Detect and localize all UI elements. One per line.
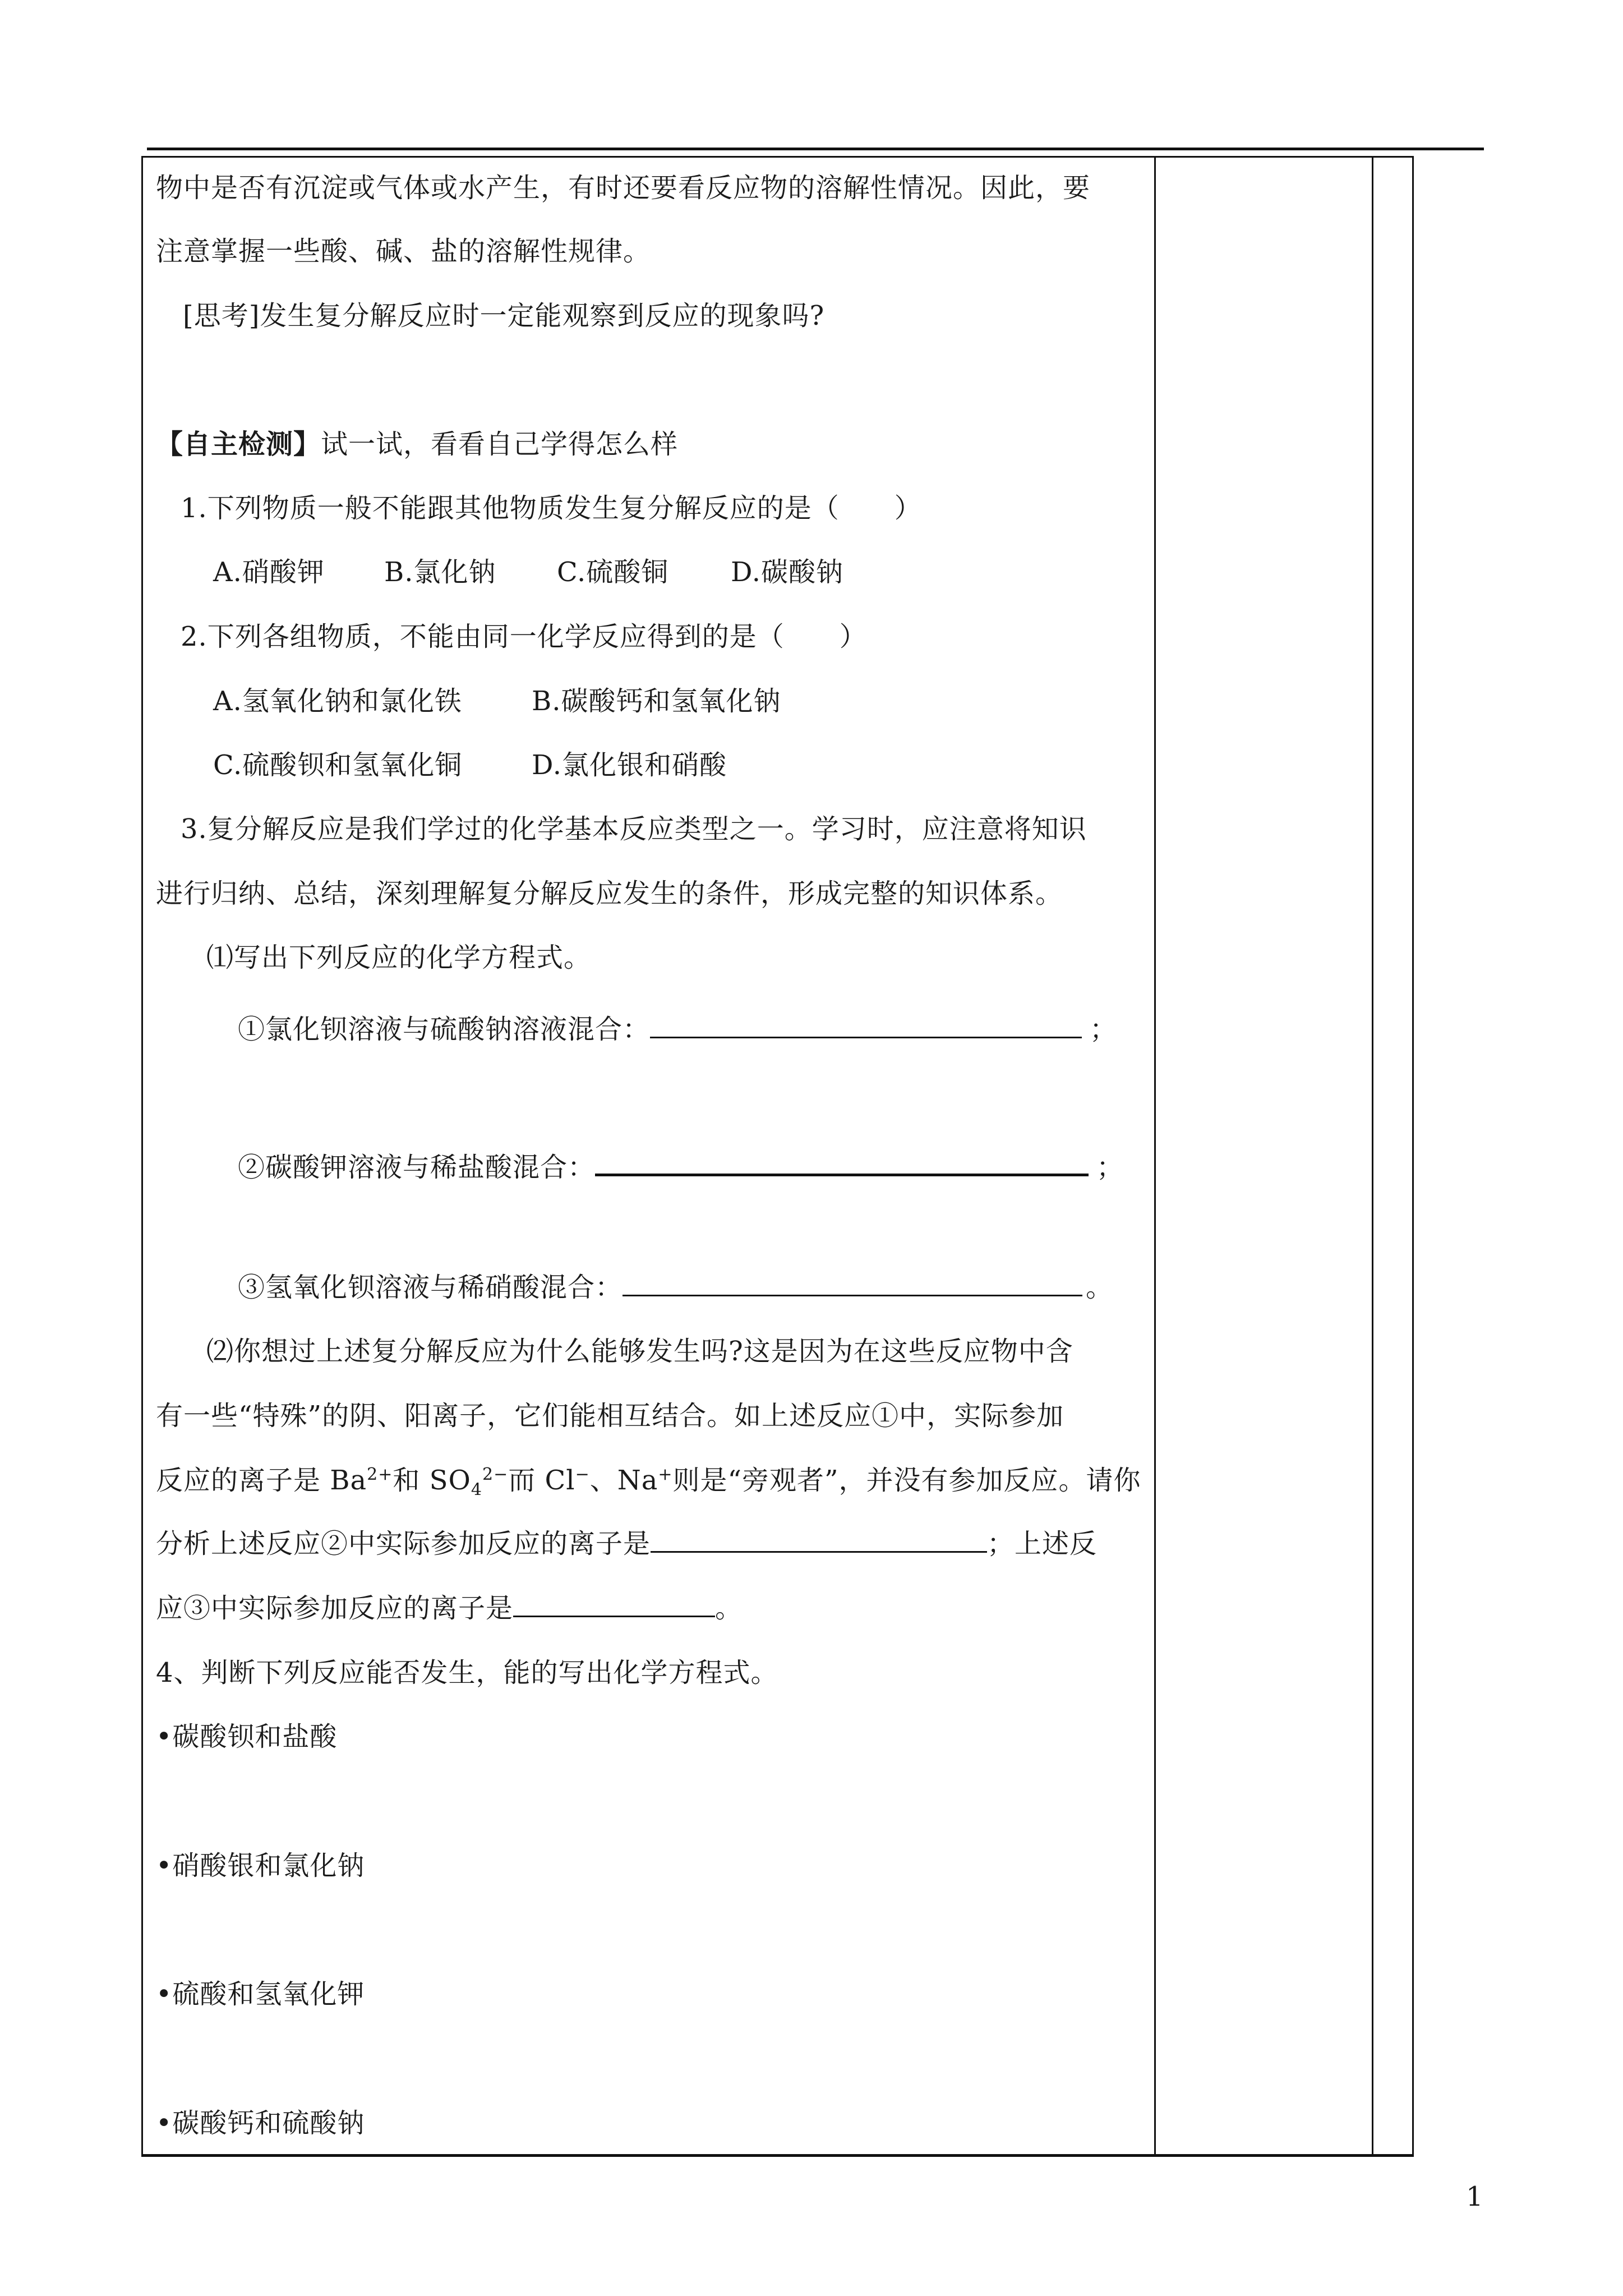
list-item: •硫酸和氢氧化钾: [156, 1978, 365, 2010]
text: ；上述反: [987, 1528, 1098, 1559]
ion-question-line: [156, 1527, 1097, 1561]
table-column-divider: [1154, 156, 1156, 2157]
option-a: A.氢氧化钠和氯化铁: [213, 685, 462, 717]
question-4-stem: 4、判断下列反应能否发生，能的写出化学方程式。: [156, 1657, 778, 1688]
header-rule: [147, 148, 1484, 150]
page-number: 1: [1466, 2181, 1483, 2212]
ion-sentence: [156, 1464, 1141, 1500]
table-top-border: [141, 156, 1413, 158]
question-3-part-1: ⑴写出下列反应的化学方程式。: [206, 942, 592, 973]
text: 。: [715, 1593, 743, 1624]
question-2-options-row1: [213, 684, 781, 718]
question-3-intro: 3.复分解反应是我们学过的化学基本反应类型之一。学习时，应注意将知识: [181, 813, 1087, 845]
option-b: B.氯化钠: [384, 556, 496, 588]
question-2-options-row2: [213, 748, 727, 782]
question-2-stem: 2.下列各组物质，不能由同一化学反应得到的是（ ）: [181, 621, 867, 652]
ion-charge: 2+: [367, 1465, 393, 1484]
text: 反应的离子是 Ba: [156, 1465, 367, 1496]
answer-blank[interactable]: [650, 1013, 1082, 1038]
section-heading: 【自主检测】: [156, 429, 321, 460]
text: 、Na: [589, 1465, 658, 1496]
ion-question-line: [156, 1591, 743, 1625]
equation-item-2: [238, 1150, 1124, 1184]
list-item: •硝酸银和氯化钠: [156, 1850, 365, 1881]
paragraph-line: 有一些“特殊”的阴、阳离子，它们能相互结合。如上述反应①中，实际参加: [156, 1400, 1064, 1432]
list-item: •碳酸钡和盐酸: [156, 1721, 338, 1752]
option-c: C.硫酸铜: [557, 556, 669, 588]
option-b: B.碳酸钙和氢氧化钠: [532, 685, 781, 717]
section-subtitle: 试一试，看看自己学得怎么样: [321, 429, 679, 460]
equation-item-label: ③氢氧化钡溶液与稀硝酸混合：: [238, 1272, 623, 1303]
ion-subscript: 4: [471, 1480, 482, 1500]
answer-blank[interactable]: [623, 1271, 1082, 1296]
ion-charge: −: [575, 1465, 590, 1484]
option-a: A.硝酸钾: [213, 556, 325, 588]
option-c: C.硫酸钡和氢氧化铜: [213, 749, 463, 781]
ion-charge: +: [658, 1465, 673, 1484]
option-d: D.氯化银和硝酸: [532, 749, 727, 781]
equation-item-label: ①氯化钡溶液与硫酸钠溶液混合：: [238, 1014, 651, 1045]
question-3-intro: 进行归纳、总结，深刻理解复分解反应发生的条件，形成完整的知识体系。: [156, 878, 1063, 909]
equation-item-3: [238, 1271, 1113, 1304]
table-left-border: [141, 156, 143, 2157]
question-1-options: [213, 555, 843, 589]
text: 和 SO: [393, 1465, 471, 1496]
option-d: D.碳酸钠: [731, 556, 844, 588]
text: 则是“旁观者”，并没有参加反应。请你: [672, 1465, 1141, 1496]
answer-blank[interactable]: [651, 1527, 987, 1553]
punctuation: ；: [1090, 1014, 1118, 1045]
table-column-divider-2: [1372, 156, 1373, 2157]
table-bottom-border: [141, 2154, 1413, 2157]
text: 而 Cl: [508, 1465, 575, 1496]
punctuation: 。: [1086, 1272, 1114, 1303]
ion-charge: 2−: [482, 1465, 509, 1484]
answer-blank[interactable]: [595, 1150, 1089, 1176]
section-heading-row: [156, 427, 678, 461]
equation-item-label: ②碳酸钾溶液与稀盐酸混合：: [238, 1152, 596, 1183]
question-1-stem: 1.下列物质一般不能跟其他物质发生复分解反应的是（ ）: [181, 493, 922, 524]
think-question: [思考]发生复分解反应时一定能观察到反应的现象吗?: [183, 300, 825, 332]
paragraph-line: 注意掌握一些酸、碱、盐的溶解性规律。: [156, 236, 651, 267]
answer-blank[interactable]: [513, 1592, 715, 1617]
paragraph-line: 物中是否有沉淀或气体或水产生，有时还要看反应物的溶解性情况。因此，要: [156, 172, 1091, 204]
equation-item-1: [238, 1013, 1117, 1046]
punctuation: ；: [1096, 1152, 1124, 1183]
text: 应③中实际参加反应的离子是: [156, 1593, 514, 1624]
text: 分析上述反应②中实际参加反应的离子是: [156, 1528, 651, 1559]
list-item: •碳酸钙和硫酸钠: [156, 2108, 365, 2139]
question-3-part-2: ⑵你想过上述复分解反应为什么能够发生吗?这是因为在这些反应物中含: [206, 1336, 1073, 1367]
table-right-border: [1412, 156, 1414, 2157]
